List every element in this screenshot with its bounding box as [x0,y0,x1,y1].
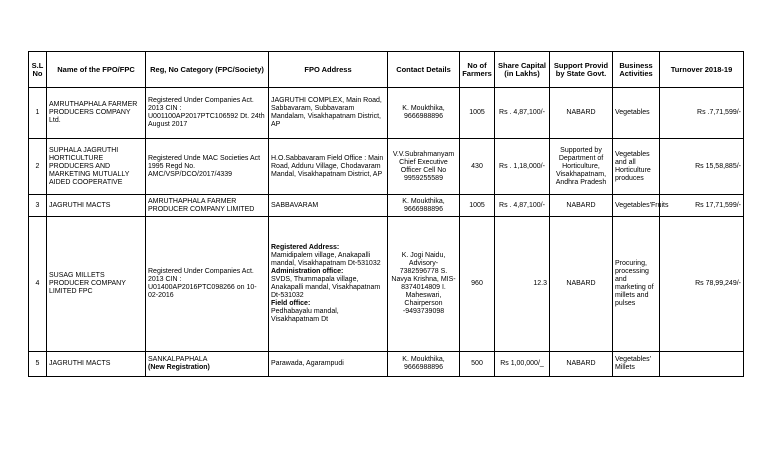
cell-name: SUPHALA JAGRUTHI HORTICULTURE PRODUCERS AND MARKETING MUTUALLY AIDED COOPERATIVE [47,139,146,195]
cell-farmers: 500 [460,352,495,377]
cell-support: NABARD [550,195,613,217]
cell-turnover: Rs 15,58,885/- [660,139,744,195]
cell-share: Rs 1,00,000/_ [495,352,550,377]
address-reg-label: Registered Address: [271,244,340,251]
cell-contact: K. Moukthika, 9666988896 [388,195,460,217]
cell-farmers: 1005 [460,195,495,217]
cell-name: SUSAG MILLETS PRODUCER COMPANY LIMITED FPC [47,217,146,352]
address-admin: SVDS, Thummapala village, Anakapalli mandal, Visakhapatnam Dt-531032 [271,276,383,299]
col-header-name: Name of the FPO/FPC [47,52,146,88]
cell-address [269,217,388,352]
cell-turnover: Rs .7,71,599/- [660,88,744,139]
cell-sl: 1 [29,88,47,139]
cell-support: NABARD [550,217,613,352]
fpo-table [28,51,744,377]
cell-support: NABARD [550,352,613,377]
cell-sl: 2 [29,139,47,195]
col-header-farmers: No of Farmers [460,52,495,88]
col-header-share: Share Capital (in Lakhs) [495,52,550,88]
cell-address: H.O.Sabbavaram Field Office : Main Road, Adduru Village, Chodavaram Mandal, Visakhapatnam District, AP [269,139,388,195]
cell-share: Rs . 4,87,100/- [495,88,550,139]
col-header-turnover: Turnover 2018-19 [660,52,744,88]
col-header-business: Business Activities [613,52,660,88]
cell-business: Vegetables and all Horticulture produces [613,139,660,195]
address-field: Pedhabayalu mandal, Visakhapatnam Dt [271,308,341,323]
table-row [29,352,744,377]
cell-name: JAGRUTHI MACTS [47,352,146,377]
cell-support: NABARD [550,88,613,139]
header-row [29,52,744,88]
cell-share: 12.3 [495,217,550,352]
cell-business: Vegetables'Fruits [613,195,660,217]
cell-name: AMRUTHAPHALA FARMER PRODUCERS COMPANY Ltd. [47,88,146,139]
cell-farmers: 960 [460,217,495,352]
cell-contact: K. Moukthika, 9666988896 [388,352,460,377]
col-header-contact: Contact Details [388,52,460,88]
reg-note: (New Registration) [148,364,210,371]
cell-business: Vegetables' Millets [613,352,660,377]
col-header-support: Support Provid by State Govt. [550,52,613,88]
cell-share: Rs . 4,87,100/- [495,195,550,217]
cell-turnover [660,352,744,377]
col-header-sl: S.L No [29,52,47,88]
cell-reg [146,352,269,377]
cell-contact: K. Jogi Naidu, Advisory-7382596778 S. Navya Krishna, MIS-8374014809 I. Maheswari, Chairperson -9493739098 [388,217,460,352]
cell-address: Parawada, Agarampudi [269,352,388,377]
cell-turnover: Rs 17,71,599/- [660,195,744,217]
address-field-label: Field office: [271,300,311,307]
address-reg: Mamidipalem village, Anakapalli mandal, Visakhapatnam Dt-531032 [271,252,381,267]
col-header-address: FPO Address [269,52,388,88]
cell-reg: Registered Unde MAC Societies Act 1995 Regd No. AMC/VSP/DCO/2017/4339 [146,139,269,195]
cell-farmers: 430 [460,139,495,195]
cell-name: JAGRUTHI MACTS [47,195,146,217]
table-row [29,139,744,195]
cell-contact: V.V.Subrahmanyam Chief Executive Officer Cell No 9959255589 [388,139,460,195]
table-row [29,88,744,139]
cell-reg: Registered Under Companies Act. 2013 CIN : U01400AP2016PTC098266 on 10-02-2016 [146,217,269,352]
cell-sl: 3 [29,195,47,217]
address-admin-label: Administration office: [271,268,344,275]
cell-share: Rs . 1,18,000/- [495,139,550,195]
table-row [29,195,744,217]
cell-reg: AMRUTHAPHALA FARMER PRODUCER COMPANY LIMITED [146,195,269,217]
cell-support: Supported by Department of Horticulture, Visakhapatnam, Andhra Pradesh [550,139,613,195]
reg-text: SANKALPAPHALA [148,356,208,363]
cell-sl: 5 [29,352,47,377]
cell-farmers: 1005 [460,88,495,139]
col-header-reg: Reg, No Category (FPC/Society) [146,52,269,88]
cell-reg: Registered Under Companies Act. 2013 CIN : U001100AP2017PTC106592 Dt. 24th August 2017 [146,88,269,139]
cell-business: Procuring, processing and marketing of millets and pulses [613,217,660,352]
cell-contact: K. Moukthika, 9666988896 [388,88,460,139]
cell-business: Vegetables [613,88,660,139]
table-row [29,217,744,352]
cell-address: SABBAVARAM [269,195,388,217]
cell-address: JAGRUTHI COMPLEX, Main Road, Sabbavaram, Subbavaram Mandalam, Visakhapatnam District, AP [269,88,388,139]
cell-turnover: Rs 78,99,249/- [660,217,744,352]
cell-sl: 4 [29,217,47,352]
